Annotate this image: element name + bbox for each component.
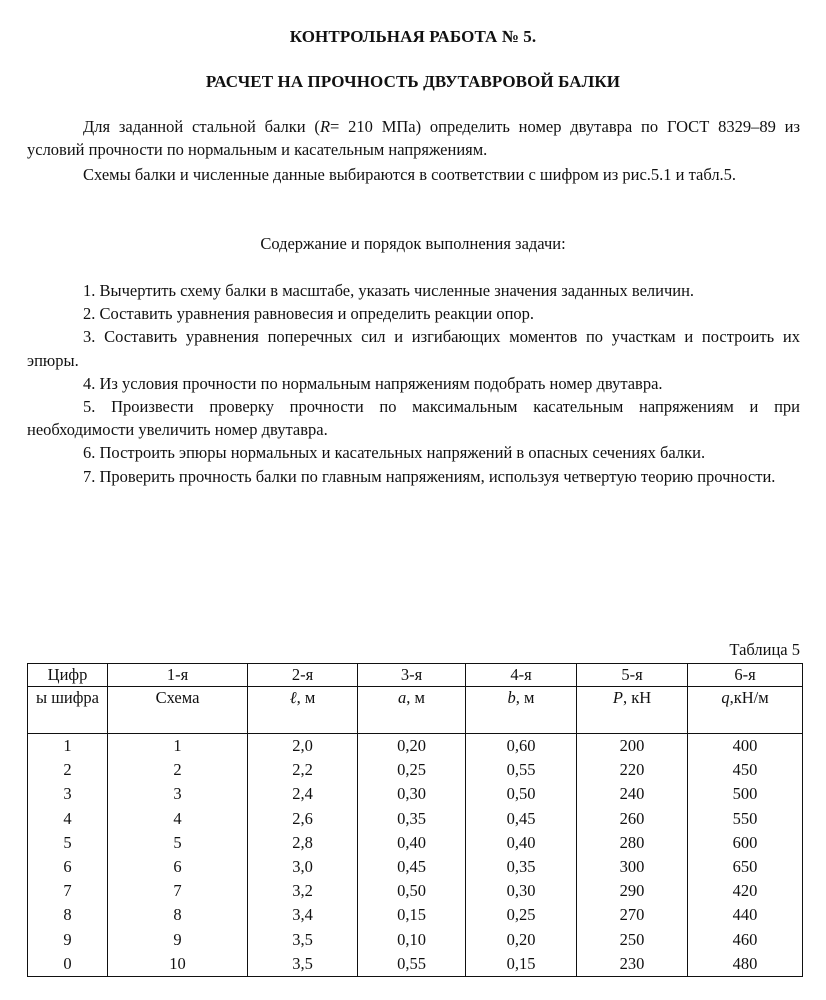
table-cell: 550 [688,807,803,831]
task-subheading: Содержание и порядок выполнения задачи: [260,234,566,253]
table-row [28,734,803,759]
task-step: 5. Произвести проверку прочности по максимальным касательным напряжениям и при необходимости увеличить номер двутавра. [27,397,800,440]
table-row [28,782,803,806]
a-symbol: a [398,688,407,707]
table-cell: 2 [108,758,248,782]
table-cell: 0,35 [358,807,466,831]
table-cell: 440 [688,903,803,927]
table-cell: 2,2 [248,758,358,782]
table-cell: 2,8 [248,831,358,855]
table-cell: 5 [28,831,108,855]
table-cell: 300 [577,855,688,879]
header-cell-a [358,687,466,734]
table-cell: 10 [108,952,248,977]
table-cell: 1 [108,734,248,759]
table-cell: 1 [28,734,108,759]
table-cell: 8 [108,903,248,927]
table-cell: 4 [28,807,108,831]
table-cell: 4 [108,807,248,831]
intro-text-start: Для заданной стальной балки ( [83,117,320,136]
table-cell: 8 [28,903,108,927]
table-cell: 5 [108,831,248,855]
intro-paragraph-2: Схемы балки и численные данные выбираются в соответствии с шифром из рис.5.1 и табл.5. [83,165,737,184]
table-cell: 600 [688,831,803,855]
table-cell: 9 [28,928,108,952]
header-cell-digits: ы шифра [28,687,108,734]
table-cell: 0,60 [466,734,577,759]
q-symbol: q [721,688,730,707]
table-cell: 0,20 [466,928,577,952]
table-cell: 6 [28,855,108,879]
table-cell: 0,35 [466,855,577,879]
table-cell: 2,4 [248,782,358,806]
table-cell: 0,30 [358,782,466,806]
table-cell: 650 [688,855,803,879]
table-cell: 3 [28,782,108,806]
table-row [28,855,803,879]
header-cell: 3-я [358,664,466,687]
table-row [28,928,803,952]
table-cell: 0,40 [358,831,466,855]
table-cell: 2,6 [248,807,358,831]
table-cell: 250 [577,928,688,952]
table-cell: 240 [577,782,688,806]
table-cell: 280 [577,831,688,855]
table-row [28,903,803,927]
table-cell: 3,2 [248,879,358,903]
task-step: 3. Составить уравнения поперечных сил и изгибающих моментов по участкам и построить их эпюры. [27,327,800,370]
p-unit: , кН [622,688,652,707]
header-cell-b [466,687,577,734]
table-cell: 2,0 [248,734,358,759]
table-header-row [28,664,803,687]
table-cell: 460 [688,928,803,952]
b-symbol: b [507,688,516,707]
table-cell: 480 [688,952,803,977]
table-cell: 230 [577,952,688,977]
table-row [28,831,803,855]
task-step: 6. Построить эпюры нормальных и касательных напряжений в опасных сечениях балки. [83,443,706,463]
table-cell: 3 [108,782,248,806]
task-step: 1. Вычертить схему балки в масштабе, указать численные значения заданных величин. [83,281,695,300]
table-row [28,758,803,782]
table-cell: 220 [577,758,688,782]
task-steps-list [27,279,800,488]
table-cell: 0,55 [358,952,466,977]
table-cell: 290 [577,879,688,903]
intro-paragraph-1 [27,115,800,161]
table-cell: 3,5 [248,952,358,977]
table-cell: 500 [688,782,803,806]
table-cell: 400 [688,734,803,759]
table-cell: 0,30 [466,879,577,903]
document-subtitle: РАСЧЕТ НА ПРОЧНОСТЬ ДВУТАВРОВОЙ БАЛКИ [205,72,621,91]
table-cell: 7 [108,879,248,903]
header-cell: Цифр [28,664,108,687]
header-cell: 1-я [108,664,248,687]
table-cell: 420 [688,879,803,903]
table-row [28,952,803,977]
table-cell: 0,50 [466,782,577,806]
table-cell: 0,25 [358,758,466,782]
table-cell: 0,20 [358,734,466,759]
table-cell: 0,45 [358,855,466,879]
table-cell: 0,45 [466,807,577,831]
table-cell: 9 [108,928,248,952]
task-step: 7. Проверить прочность балки по главным напряжениям, используя четвертую теорию прочности. [83,466,776,486]
header-cell-q [688,687,803,734]
table-caption: Таблица 5 [729,640,800,659]
intro-text-end: = 210 МПа) определить номер двутавра по ГОСТ 8329–89 из условий прочности по нормальным и касательным напряжениям. [27,117,800,159]
header-cell: 5-я [577,664,688,687]
data-table [27,663,803,977]
table-cell: 200 [577,734,688,759]
table-cell: 0,40 [466,831,577,855]
header-cell: 4-я [466,664,577,687]
table-cell: 450 [688,758,803,782]
table-cell: 3,5 [248,928,358,952]
table-header-row-2 [28,687,803,734]
p-symbol: P [612,688,623,707]
task-step: 4. Из условия прочности по нормальным напряжениям подобрать номер двутавра. [83,373,663,393]
table-cell: 0,50 [358,879,466,903]
length-symbol: ℓ [289,688,297,707]
table-cell: 0,15 [466,952,577,977]
table-cell: 270 [577,903,688,927]
table-cell: 260 [577,807,688,831]
table-body [28,734,803,977]
header-cell-scheme: Схема [108,687,248,734]
table-row [28,807,803,831]
table-cell: 3,4 [248,903,358,927]
table-cell: 2 [28,758,108,782]
length-unit: , м [296,688,316,707]
task-step: 2. Составить уравнения равновесия и определить реакции опор. [83,304,535,324]
strength-symbol: R [319,117,331,136]
table-cell: 0,25 [466,903,577,927]
q-unit: ,кН/м [729,688,769,707]
table-cell: 0,55 [466,758,577,782]
b-unit: , м [515,688,535,707]
header-cell: 2-я [248,664,358,687]
table-row [28,879,803,903]
table-cell: 6 [108,855,248,879]
table-cell: 7 [28,879,108,903]
table-cell: 3,0 [248,855,358,879]
document-title: КОНТРОЛЬНАЯ РАБОТА № 5. [289,27,537,46]
table-cell: 0 [28,952,108,977]
a-unit: , м [406,688,425,707]
table-cell: 0,10 [358,928,466,952]
header-cell: 6-я [688,664,803,687]
header-cell-length [248,687,358,734]
header-cell-p [577,687,688,734]
table-cell: 0,15 [358,903,466,927]
